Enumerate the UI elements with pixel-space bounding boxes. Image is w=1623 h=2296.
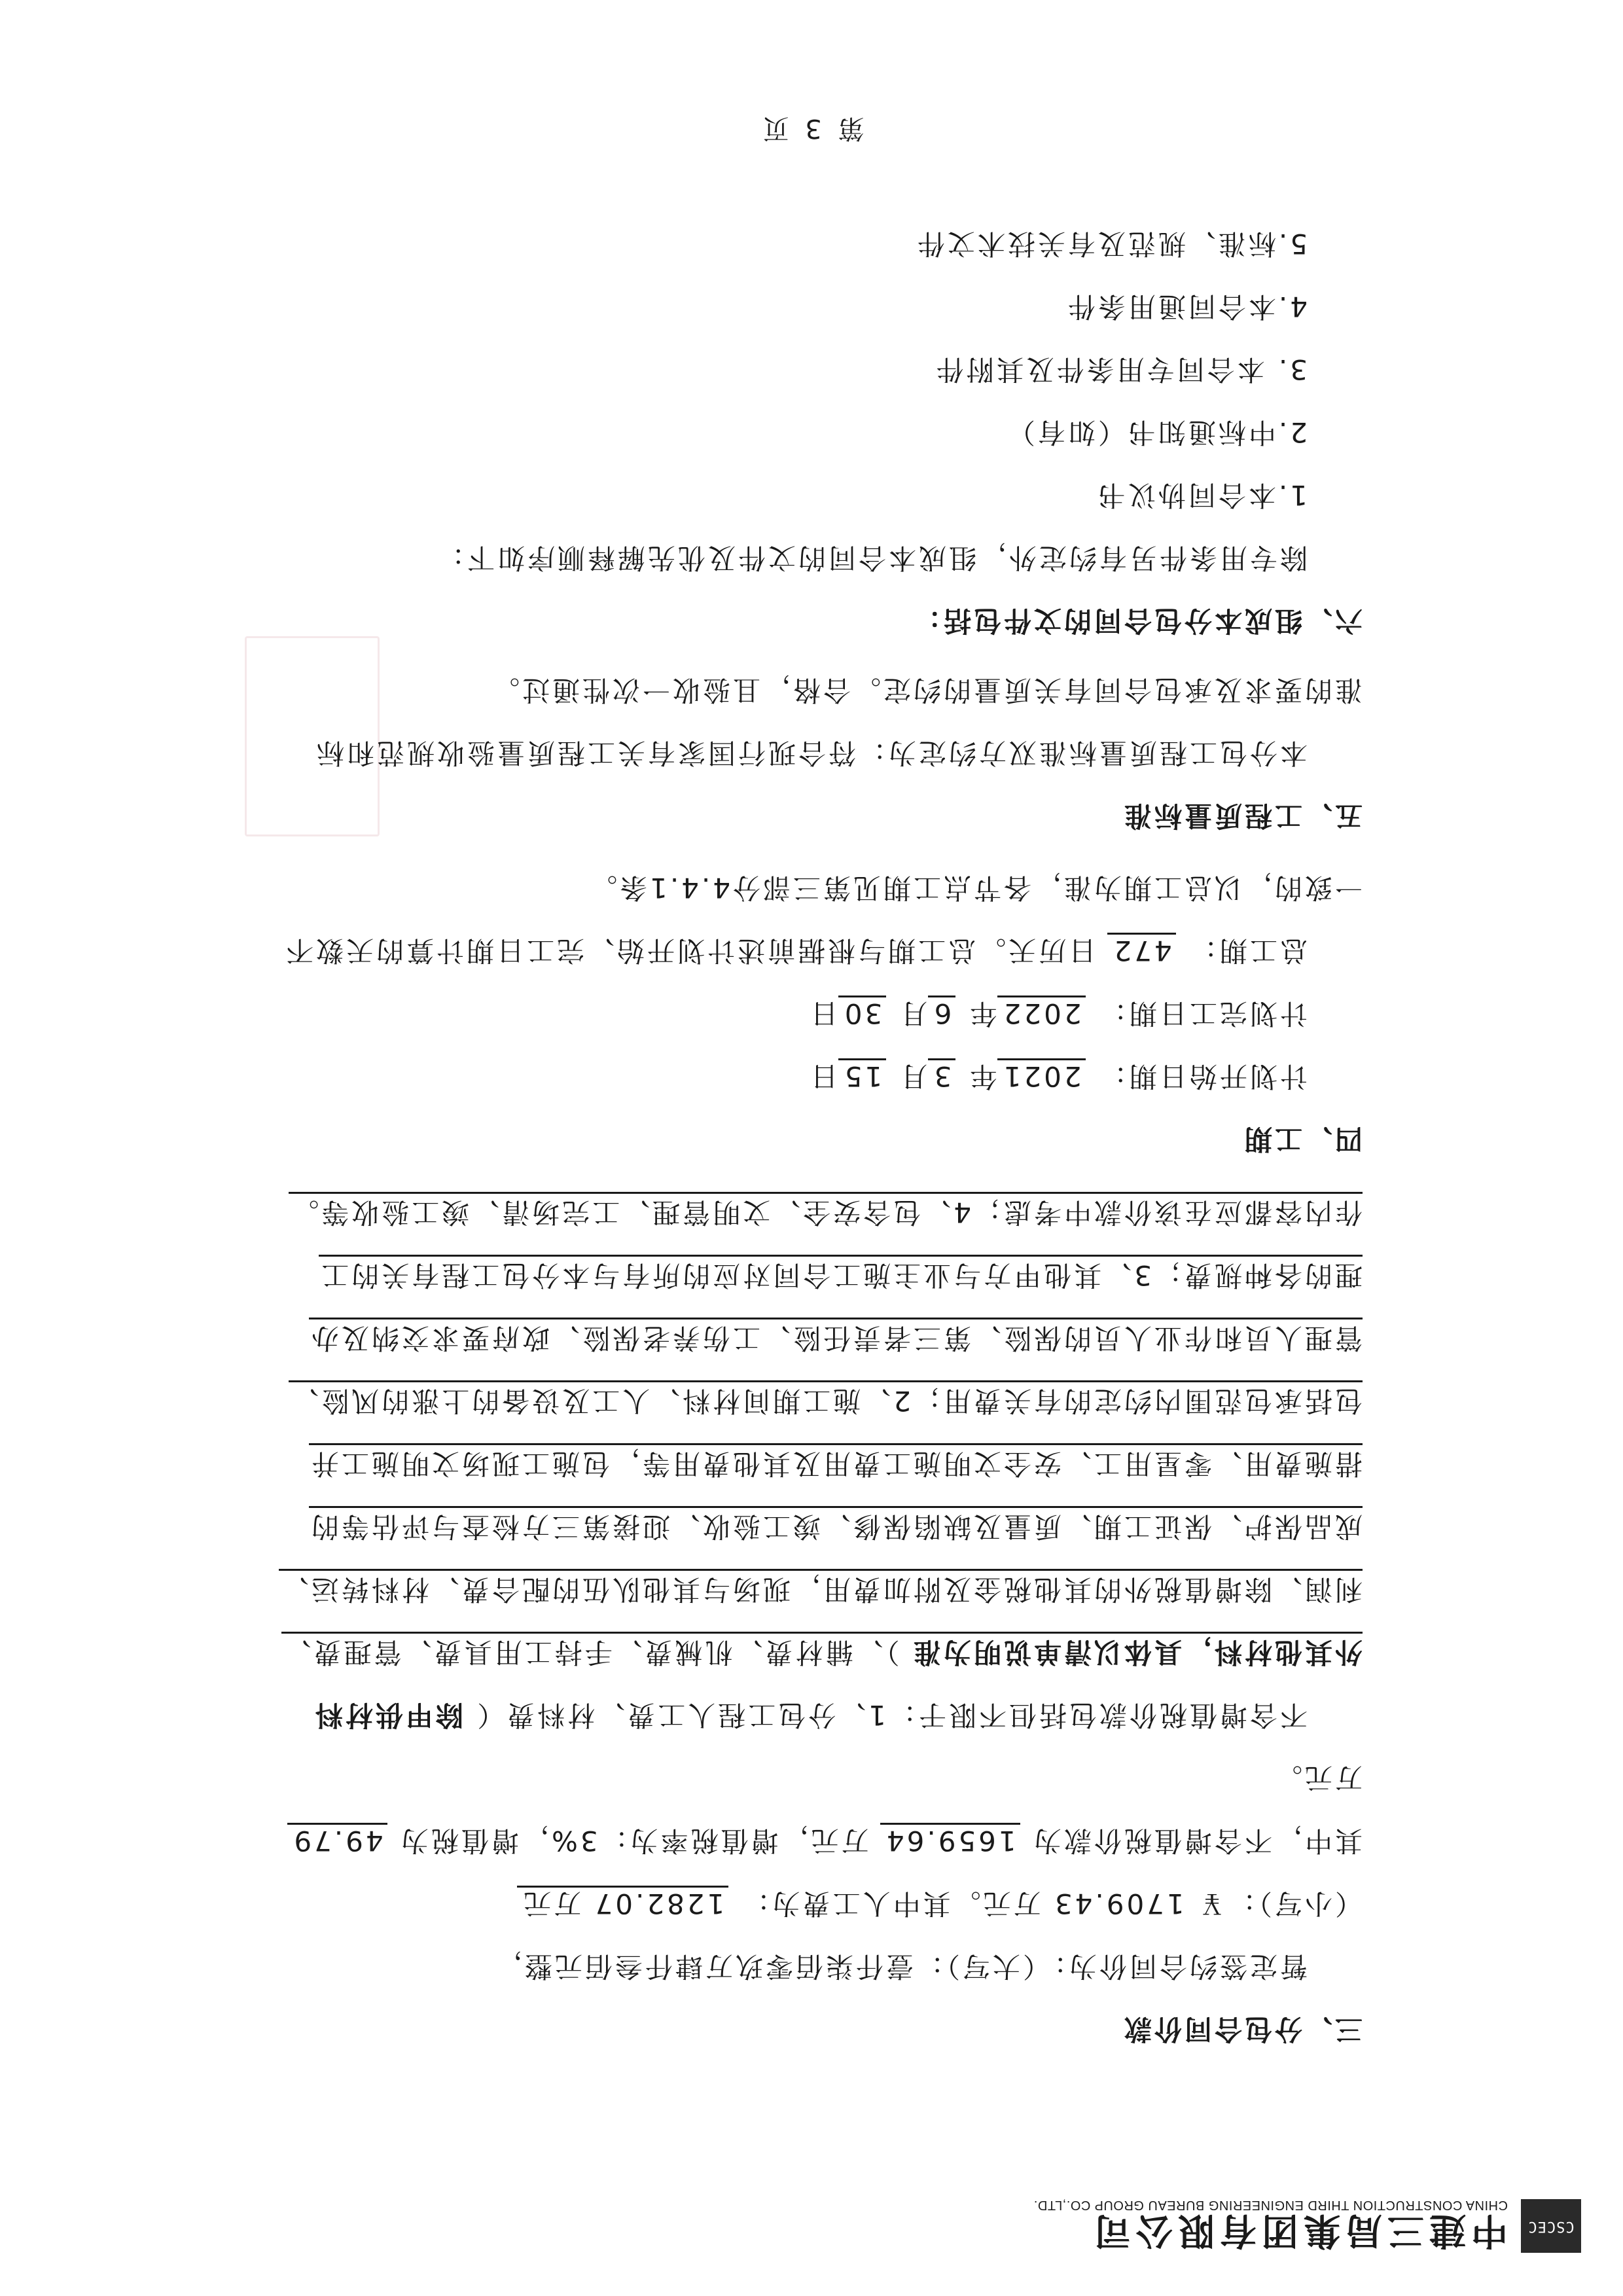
bold-fragment: 除甲供材料 (312, 1699, 463, 1731)
total-days: 472 (1107, 933, 1175, 967)
list-item: 4.本合同通用条件 (1065, 291, 1308, 323)
text-fragment: 其中，不含增值税价款为 (1031, 1825, 1363, 1857)
paragraph-line: 理的各种规费；3、其他甲方与业主施工合同对应的所有与本分包工程有关的工 (319, 1255, 1363, 1293)
section-title: 六、组成本分包合同的文件包括： (910, 605, 1363, 637)
bold-fragment: 外其他材料，具体以清单说明为准 (910, 1636, 1363, 1668)
year-label: 年 (967, 1060, 997, 1092)
end-day: 30 (838, 996, 886, 1030)
paragraph-line: 一致的，以总工期为准，各节点工期见第三部分4.4.1条。 (587, 872, 1363, 904)
label: 计划完工日期： (1096, 997, 1308, 1030)
paragraph-line (517, 1885, 1363, 1922)
section-title: 五、工程质量标准 (1121, 800, 1363, 832)
label: 计划开始日期： (1096, 1060, 1308, 1092)
list-item: 1.本合同协议书 (1095, 479, 1308, 511)
year-label: 年 (967, 997, 997, 1030)
labor-cost-value: 1282.07 万元 (517, 1886, 728, 1920)
paragraph-line (313, 1696, 1308, 1733)
start-day: 15 (838, 1058, 886, 1092)
paragraph-line (808, 1058, 1308, 1094)
company-name-en: CHINA CONSTRUCTION THIRD ENGINEERING BUREAU GROUP CO.,LTD. (1033, 2198, 1508, 2212)
list-item: 2.中标通知书（如有） (1005, 416, 1308, 448)
month-label: 月 (897, 997, 928, 1030)
paragraph-line: 措施费用、零星用工、安全文明施工费用及其他费用等，包施工现场文明施工并 (309, 1443, 1363, 1482)
text-fragment: ）、辅材费、机械费、手持工用具费、管理费、 (281, 1636, 900, 1668)
paragraph-line: 除专用条件另有约定外，组成本合同的文件及优先解释顺序如下： (434, 542, 1308, 574)
paragraph-line: 本分包工程质量标准双方约定为：符合现行国家有关工程质量验收规范和标 (313, 737, 1308, 769)
section-title: 三、分包合同价款 (1121, 2013, 1363, 2045)
vat-amount-value: 49.79 (287, 1823, 387, 1857)
day-label: 日 (808, 1060, 838, 1092)
label: 总工期： (1186, 935, 1308, 967)
day-label: 日 (808, 997, 838, 1030)
month-label: 月 (897, 1060, 928, 1092)
company-name-cn: 中建三局集团有限公司 (1089, 2209, 1508, 2251)
paragraph-line (287, 1822, 1363, 1859)
end-month: 6 (928, 996, 956, 1030)
paragraph-line: 作内容都应在该价款中考虑；4、包含安全、文明管理、工完场清、竣工验收等。 (289, 1192, 1363, 1230)
text-fragment: 日历天。总工期与根据前述计划开始、完工日期计算的天数不 (283, 935, 1097, 967)
paragraph-line: 万元。 (1272, 1762, 1363, 1794)
page-number: 第 3 页 (758, 113, 865, 143)
paragraph-line: 利润、除增值税外的其他税金及附加费用，现场与其他队伍的配合费、材料转运、 (279, 1569, 1363, 1607)
pretax-amount-value: 1659.64 (880, 1823, 1020, 1857)
company-logo: CSCEC (1521, 2199, 1581, 2253)
list-item: 5.标准、规范及有关技术文件 (914, 228, 1308, 260)
paragraph-line: 包括承包范围内约定的有关费用；2、施工期间材料、人工及设备的上涨的风险、 (289, 1380, 1363, 1419)
section-title: 四、工期 (1241, 1123, 1363, 1155)
paragraph-line (281, 1632, 1363, 1670)
paragraph-line: 管理人员和作业人员的保险、第三者责任险、工伤养老保险、政府要求交纳及办 (309, 1318, 1363, 1356)
paragraph-line: 成品保护、保证工期、质量及缺陷保修、竣工验收、迎接第三方检查与评估等的 (309, 1506, 1363, 1545)
start-year: 2021 (997, 1058, 1086, 1092)
list-item: 3. 本合同专用条件及其附件 (933, 353, 1308, 386)
paragraph-line (283, 932, 1308, 969)
start-month: 3 (928, 1058, 956, 1092)
text-fragment: 万元，增值税率为：3%，增值税为 (398, 1825, 869, 1857)
text-fragment: 不含增值税价款包括但不限于：1、分包工程人工费、材料费（ (474, 1699, 1308, 1731)
end-year: 2022 (997, 996, 1086, 1030)
contract-price-text: （小写）：￥ 1709.43 万元。其中人工费为： (740, 1888, 1363, 1920)
paragraph-line: 暂定签约合同价为：（大写）：壹仟柒佰零玖万肆仟叁佰元整， (491, 1950, 1308, 1982)
paragraph-line (808, 995, 1308, 1031)
paragraph-line: 准的要求及承包合同有关质量的约定。合格，且验收一次性通过。 (489, 674, 1363, 706)
